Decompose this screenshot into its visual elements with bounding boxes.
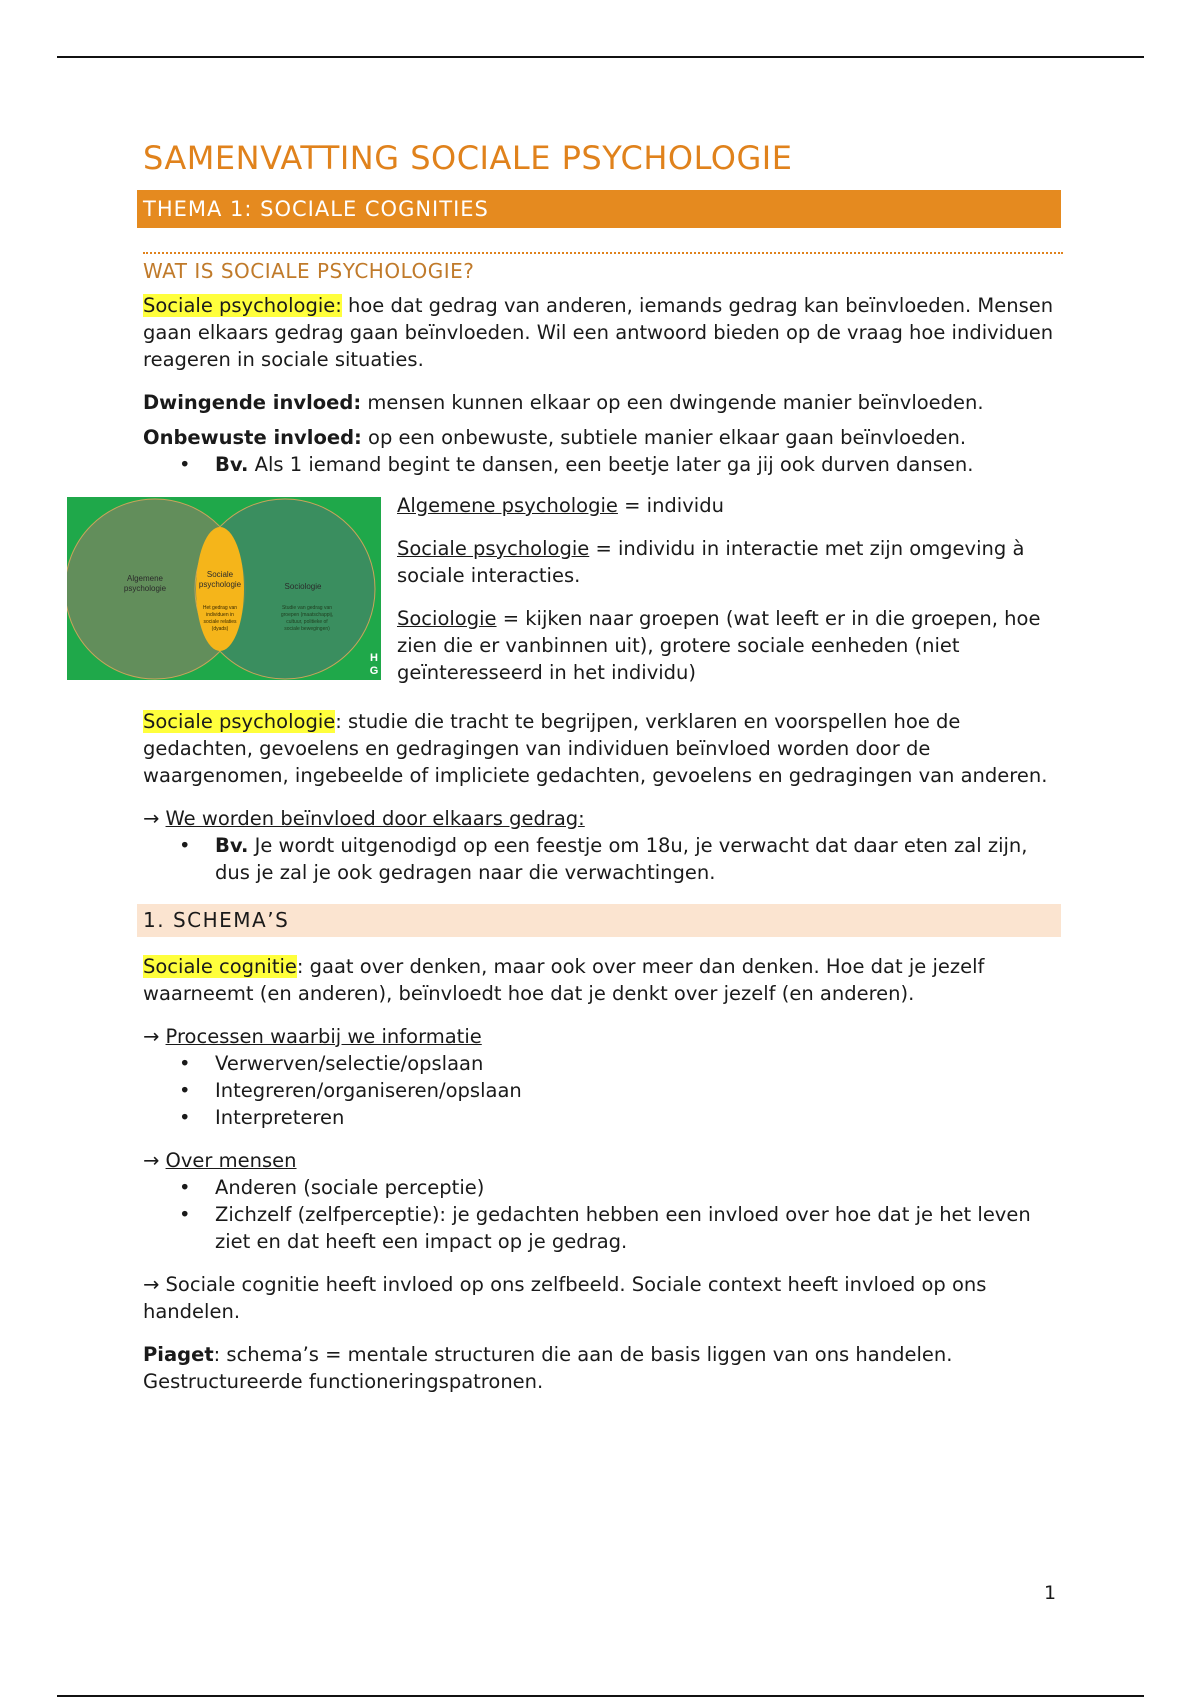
venn-small-text: sociale relaties [203, 619, 237, 625]
underlined-term: Sociologie [397, 607, 497, 630]
list-item: • Interpreteren [215, 1104, 1063, 1131]
paragraph-onbewuste [143, 424, 1063, 451]
venn-label-sociale: Sociale [206, 570, 234, 579]
bullet-list [143, 832, 1063, 886]
definition-sociologie [397, 605, 1067, 686]
highlighted-term: Sociale cognitie [143, 955, 297, 978]
bold-term: Bv. [215, 834, 249, 857]
paragraph-text: mensen kunnen elkaar op een dwingende manier beïnvloeden. [361, 391, 984, 414]
definition-text: = individu in interactie met zijn omgeving à sociale interacties. [397, 537, 1025, 587]
venn-label-algemene: Algemene [126, 574, 164, 583]
section-heading-schemas: 1. SCHEMA’S [137, 904, 1061, 937]
arrow-icon: → [143, 1149, 166, 1172]
venn-small-text: groepen (maatschappij, [280, 612, 334, 618]
venn-overlap-sociale [196, 527, 244, 651]
arrow-icon: → [143, 807, 166, 830]
underlined-heading: Over mensen [165, 1149, 297, 1172]
list-item: • Zichzelf (zelfperceptie): je gedachten hebben een invloed over hoe dat je het leven ziet en dat heeft een impact op je gedrag. [215, 1201, 1063, 1255]
thema-heading: THEMA 1: SOCIALE COGNITIES [137, 190, 1061, 228]
underlined-heading: We worden beïnvloed door elkaars gedrag: [165, 807, 585, 830]
definition-list [397, 492, 1067, 686]
paragraph-processen [143, 1023, 1063, 1050]
paragraph-text: : schema’s = mentale structuren die aan de basis liggen van ons handelen. Gestructureerde functioneringspatronen. [143, 1343, 953, 1393]
venn-small-text: cultuur, politieke of [286, 619, 328, 625]
page-number: 1 [1044, 1582, 1057, 1604]
paragraph-cognitie-invloed: → Sociale cognitie heeft invloed op ons zelfbeeld. Sociale context heeft invloed op ons handelen. [143, 1273, 987, 1323]
paragraph-sociale-cognitie [143, 953, 1063, 1007]
section-heading: WAT IS SOCIALE PSYCHOLOGIE? [143, 252, 1063, 284]
document-title: SAMENVATTING SOCIALE PSYCHOLOGIE [143, 139, 793, 177]
underlined-heading: Processen waarbij we informatie [165, 1025, 482, 1048]
list-item [215, 451, 1063, 478]
definition-sociale [397, 535, 1067, 589]
page-bottom-rule [57, 1695, 1144, 1697]
bold-term: Dwingende invloed: [143, 391, 362, 414]
highlighted-term: Sociale psychologie: [143, 294, 342, 317]
paragraph-text: op een onbewuste, subtiele manier elkaar gaan beïnvloeden. [361, 426, 967, 449]
bullet-list [143, 1050, 1063, 1131]
paragraph-over-mensen [143, 1147, 1063, 1174]
venn-corner-logo: H [370, 652, 378, 664]
paragraph-text: : gaat over denken, maar ook over meer dan denken. Hoe dat je jezelf waarneemt (en anderen), beïnvloedt hoe dat je denkt over jezelf (en anderen). [143, 955, 985, 1005]
venn-small-text: Studie van gedrag van [281, 605, 333, 611]
venn-small-text: individuen in [206, 612, 234, 618]
definition-algemene [397, 492, 1067, 519]
bold-term: Bv. [215, 453, 249, 476]
list-item [215, 832, 1063, 886]
venn-diagram-image [67, 497, 381, 680]
bold-term: Onbewuste invloed: [143, 426, 362, 449]
venn-small-text: sociale bewegingen) [284, 626, 330, 632]
list-item: • Verwerven/selectie/opslaan [215, 1050, 1063, 1077]
venn-label-sociale: psychologie [198, 580, 242, 589]
definition-text: = individu [617, 494, 724, 517]
paragraph-definition-long [143, 708, 1063, 789]
list-item: • Anderen (sociale perceptie) [215, 1174, 1063, 1201]
bold-term: Piaget [143, 1343, 214, 1366]
venn-small-text: Het gedrag van [202, 605, 238, 611]
page-content [123, 138, 1063, 1395]
underlined-term: Algemene psychologie [397, 494, 618, 517]
venn-section [123, 492, 1063, 692]
paragraph-dwingende [143, 389, 1063, 416]
definition-text: = kijken naar groepen (wat leeft er in die groepen, hoe zien die er vanbinnen uit), grotere sociale eenheden (niet geïnteresseerd in het individu) [397, 607, 1041, 684]
paragraph-piaget [143, 1341, 1063, 1395]
bullet-list [143, 451, 1063, 478]
venn-label-algemene: psychologie [123, 584, 167, 593]
list-item-text: Je wordt uitgenodigd op een feestje om 18u, je verwacht dat daar eten zal zijn, dus je zal je ook gedragen naar die verwachtingen. [215, 834, 1028, 884]
venn-corner-logo: G [369, 665, 379, 677]
bullet-list [143, 1174, 1063, 1255]
underlined-term: Sociale psychologie [397, 537, 590, 560]
paragraph-beinvloed [143, 805, 1063, 832]
paragraph-definition [143, 292, 1063, 373]
paragraph-text: : studie die tracht te begrijpen, verklaren en voorspellen hoe de gedachten, gevoelens en gedragingen van individuen beïnvloed worden door de waargenomen, ingebeelde of impliciete gedachten, gevoelens en gedragingen van anderen. [143, 710, 1048, 787]
list-item-text: Als 1 iemand begint te dansen, een beetje later ga jij ook durven dansen. [248, 453, 974, 476]
arrow-icon: → [143, 1025, 166, 1048]
highlighted-term: Sociale psychologie [143, 710, 336, 733]
venn-label-sociologie: Sociologie [284, 582, 322, 591]
page-top-rule [57, 56, 1144, 58]
venn-small-text: (dyads) [211, 626, 229, 632]
list-item: • Integreren/organiseren/opslaan [215, 1077, 1063, 1104]
paragraph-text: hoe dat gedrag van anderen, iemands gedrag kan beïnvloeden. Mensen gaan elkaars gedrag gaan beïnvloeden. Wil een antwoord bieden op de vraag hoe individuen reageren in sociale situaties. [143, 294, 1054, 371]
